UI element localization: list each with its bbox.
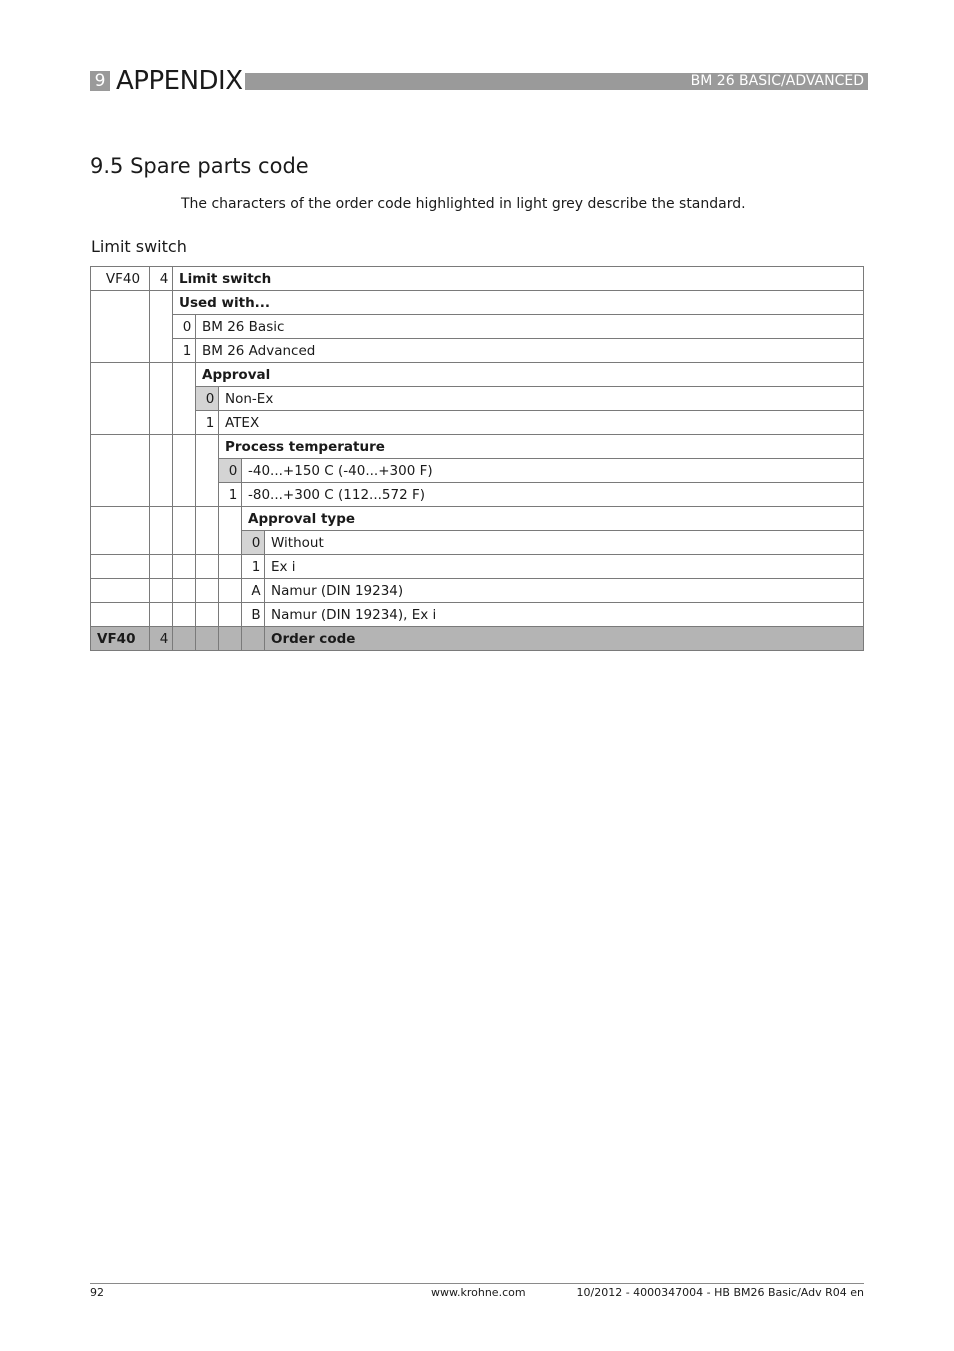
order-code-label: Order code [265,627,864,651]
intro-text: The characters of the order code highlighted in light grey describe the standard. [181,196,746,212]
table-row [91,555,864,579]
option-code-standard: 0 [242,531,265,555]
base-digit-cell: 4 [150,267,173,291]
option-label: Namur (DIN 19234) [265,579,864,603]
header-product: BM 26 BASIC/ADVANCED [690,73,864,89]
group-heading-approval: Approval [196,363,864,387]
table-row [91,267,864,291]
option-code: 1 [242,555,265,579]
subsection-title: Limit switch [91,237,187,256]
table-row [91,315,864,339]
order-code-digit: 4 [150,627,173,651]
option-label: Ex i [265,555,864,579]
page-header [90,68,864,94]
table-row [91,363,864,387]
base-code-cell: VF40 [91,267,150,291]
option-label: BM 26 Basic [196,315,864,339]
option-label: -80...+300 C (112...572 F) [242,483,864,507]
footer-divider [90,1283,864,1284]
table-row [91,291,864,315]
chapter-title: APPENDIX [116,66,243,96]
option-label: Without [265,531,864,555]
section-title: 9.5 Spare parts code [90,154,309,178]
header-bar [245,73,868,90]
table-row [91,411,864,435]
spare-parts-table [90,266,864,651]
order-code-base: VF40 [91,627,150,651]
option-code-standard: 0 [196,387,219,411]
option-label: Namur (DIN 19234), Ex i [265,603,864,627]
table-row [91,603,864,627]
option-code: 1 [173,339,196,363]
page-number: 92 [90,1286,104,1299]
table-title: Limit switch [173,267,864,291]
option-label: Non-Ex [219,387,864,411]
chapter-number-badge: 9 [90,71,110,91]
table-row [91,579,864,603]
option-code: 1 [219,483,242,507]
order-code-row [91,627,864,651]
option-code: 0 [173,315,196,339]
option-code: A [242,579,265,603]
option-code: B [242,603,265,627]
option-code-standard: 0 [219,459,242,483]
option-label: -40...+150 C (-40...+300 F) [242,459,864,483]
table-row [91,507,864,531]
option-label: ATEX [219,411,864,435]
table-row [91,339,864,363]
table-row [91,435,864,459]
option-label: BM 26 Advanced [196,339,864,363]
table-row [91,387,864,411]
option-code: 1 [196,411,219,435]
group-heading-process-temperature: Process temperature [219,435,864,459]
footer-doc-ref: 10/2012 - 4000347004 - HB BM26 Basic/Adv R04 en [576,1286,864,1299]
footer-website: www.krohne.com [431,1286,526,1299]
group-heading-approval-type: Approval type [242,507,864,531]
group-heading-used-with: Used with... [173,291,864,315]
